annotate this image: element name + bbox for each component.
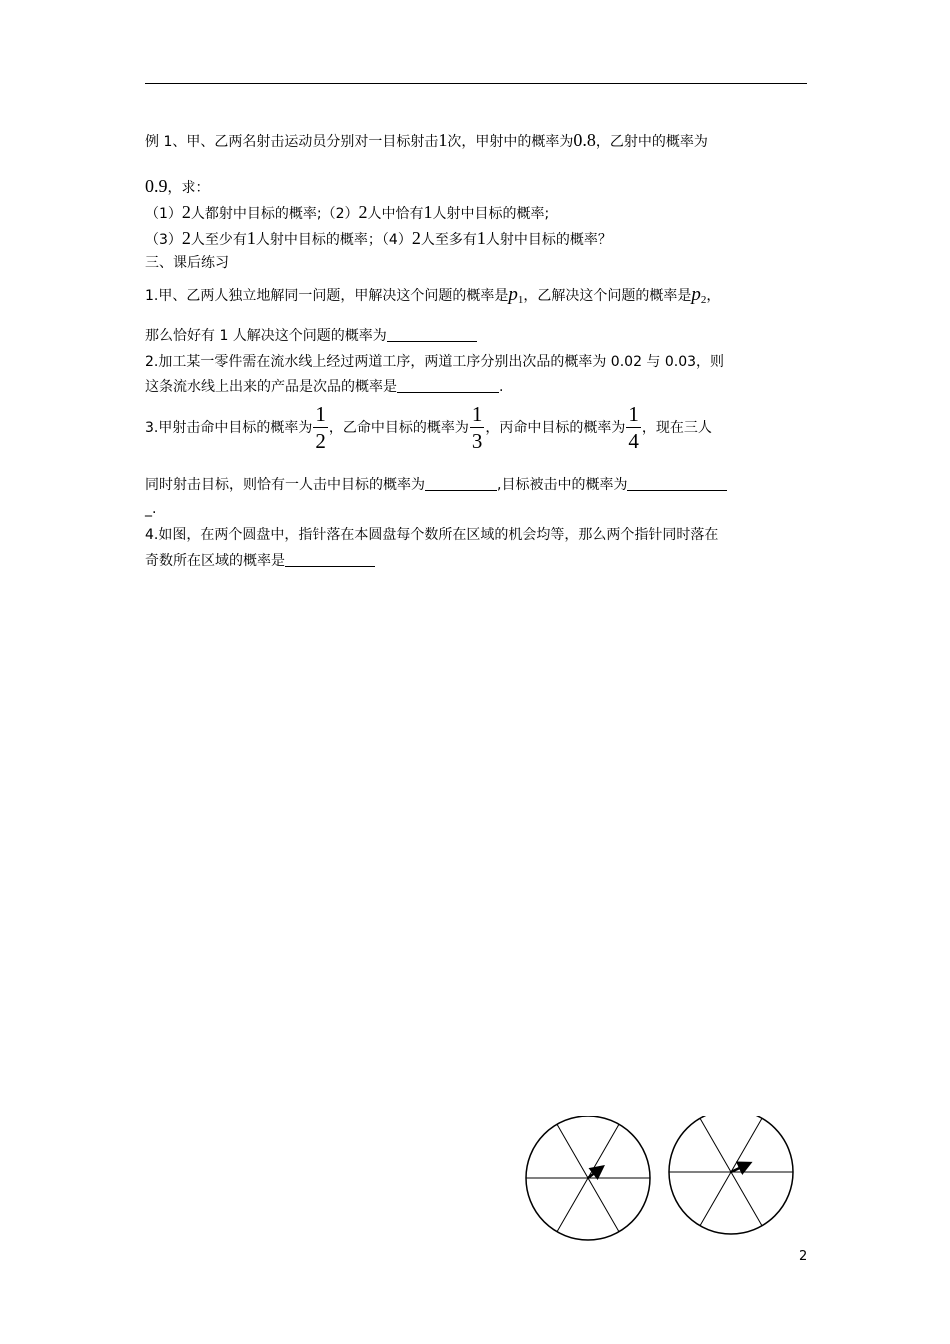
spinner-wheel-left [526,1116,650,1240]
spinner-wheels-figure [524,1116,800,1244]
q2-line1: 2.加工某一零件需在流水线上经过两道工序，两道工序分别出次品的概率为 0.02 与 0.03，则 [145,354,725,370]
example1-line1: 例 1、甲、乙两名射击运动员分别对一目标射击1次，甲射中的概率为0.8，乙射中的概率为 [145,130,708,150]
fraction-one-third: $\frac{1}{3}$ [471,402,483,453]
q4-line2: 奇数所在区域的概率是 [145,554,375,568]
q3-line3: _. [145,501,157,517]
fraction-one-quarter: $\frac{1}{4}$ [628,402,639,453]
answer-blank[interactable] [387,329,477,342]
page-number: 2 [799,1249,808,1264]
q3-line2: 同时射击目标，则恰有一人击中目标的概率为 ,目标被击中的概率为 [145,478,727,492]
answer-blank[interactable] [425,478,497,491]
math-prob-jia: 0.8 [573,130,596,150]
example1-line3: （1）2人都射中目标的概率;（2）2人中恰有1人射中目标的概率; [145,202,550,222]
q1-line1: 1.甲、乙两人独立地解同一问题，甲解决这个问题的概率是$p_1$，乙解决这个问题的概率是$p_2$， [145,284,721,306]
answer-blank[interactable] [627,478,727,491]
answer-blank[interactable] [397,380,499,393]
math-p1: $p_1$ [508,284,524,306]
fraction-one-half: $\frac{1}{2}$ [315,402,326,453]
example1-line2: 0.9，求： [145,176,210,196]
section-title: 三、课后练习 [145,255,229,271]
q1-line2: 那么恰好有 1 人解决这个问题的概率为 [145,329,477,343]
math-one: 1 [438,130,448,150]
q4-line1: 4.如图，在两个圆盘中，指针落在本圆盘每个数所在区域的机会均等，那么两个指针同时落在 [145,527,719,543]
math-prob-yi: 0.9 [145,176,168,196]
example1-line4: （3）2人至少有1人射中目标的概率；（4）2人至多有1人射中目标的概率？ [145,228,612,248]
q2-line2: 这条流水线上出来的产品是次品的概率是 . [145,379,504,395]
spinner-wheel-right [669,1116,793,1234]
spinner-pointer-left [588,1168,601,1178]
math-p2: $p_2$ [691,284,707,306]
q3-line1: 3.甲射击命中目标的概率为 $\frac{1}{2}$ ，乙命中目标的概率为 $\frac{1}{3}$ ，丙命中目标的概率为 $\frac{1}{4}$ ，现在三人 [145,402,712,453]
answer-blank[interactable] [285,554,375,567]
header-rule [145,83,807,84]
